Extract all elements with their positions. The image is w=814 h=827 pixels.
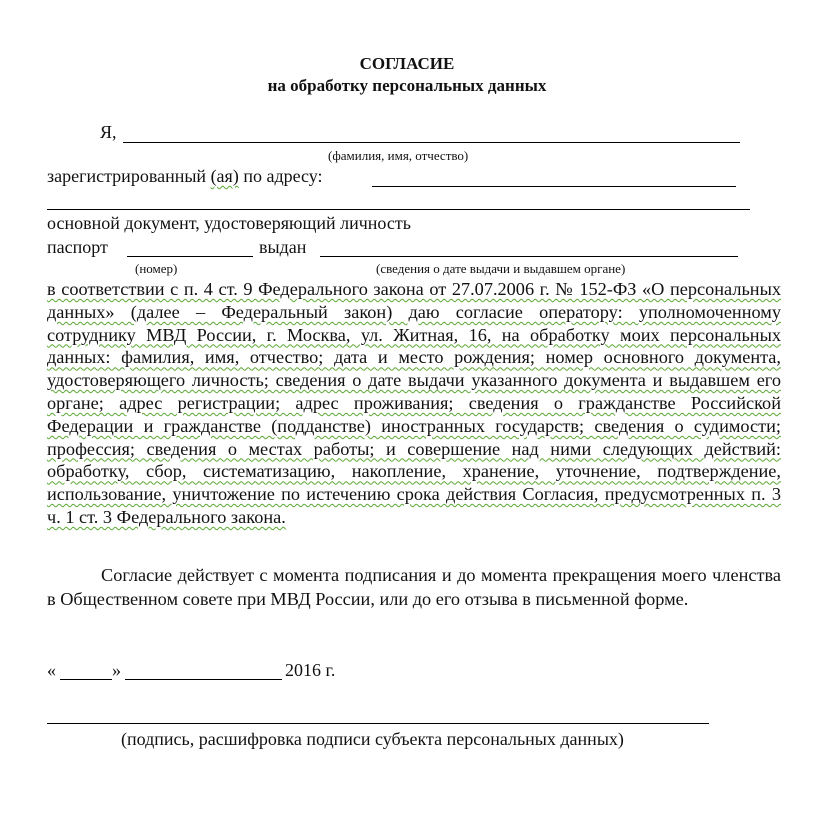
registered-aya: (ая) bbox=[210, 166, 239, 186]
registered-suffix: по адресу: bbox=[238, 166, 323, 186]
issued-label: выдан bbox=[259, 237, 307, 257]
number-caption: (номер) bbox=[135, 261, 178, 276]
signature-caption: (подпись, расшифровка подписи субъекта персональных данных) bbox=[121, 729, 624, 749]
consent-body-text: в соответствии с п. 4 ст. 9 Федерального закона от 27.07.2006 г. № 152-ФЗ «О персональных данных» (далее – Федеральный закон) даю согласие оператору: уполномоченному сотруднику МВД России, г. Москва, ул. Житная, 16, на обработку моих персональных данных: фамилия, имя, отчество; дата и место рождения; номер основного документа, удостоверяющего личность; сведения о дате выдачи указанного документа и выдавшем его органе; адрес регистрации; адрес проживания; сведения о гражданстве Российской Федерации и гражданстве (подданстве) иностранных государств; сведения о судимости; профессия; сведения о местах работы; и совершение над ними следующих действий: обработку, сбор, систематизацию, накопление, хранение, уточнение, подтверждение, использование, уничтожение по истечению срока действия Согласия, предусмотренных п. 3 ч. 1 ст. 3 Федерального закона. bbox=[47, 279, 781, 527]
address-input-line[interactable] bbox=[372, 186, 736, 187]
date-year: 2016 г. bbox=[285, 660, 336, 680]
consent-body-paragraph bbox=[47, 278, 781, 529]
date-month-line[interactable] bbox=[125, 679, 282, 680]
date-open-quote: « bbox=[47, 660, 56, 680]
address-input-line-2[interactable] bbox=[47, 209, 750, 210]
date-close-quote: » bbox=[112, 660, 121, 680]
fio-input-line[interactable] bbox=[123, 142, 740, 143]
main-doc-label: основной документ, удостоверяющий личность bbox=[47, 213, 411, 233]
fio-caption: (фамилия, имя, отчество) bbox=[328, 148, 469, 163]
signature-line[interactable] bbox=[47, 723, 709, 724]
document-subtitle: на обработку персональных данных bbox=[267, 76, 547, 95]
validity-paragraph: Согласие действует с момента подписания и до момента прекращения моего членства в Общественном совете при МВД России, или до его отзыва в письменной форме. bbox=[47, 565, 781, 609]
passport-label: паспорт bbox=[47, 237, 108, 257]
registered-label bbox=[47, 166, 323, 187]
issued-caption: (сведения о дате выдачи и выдавшем органе) bbox=[376, 261, 626, 276]
registered-prefix: зарегистрированный bbox=[47, 166, 211, 186]
document-title: СОГЛАСИЕ bbox=[359, 54, 455, 73]
i-label: Я, bbox=[100, 122, 117, 142]
passport-number-line[interactable] bbox=[127, 256, 253, 257]
date-day-line[interactable] bbox=[60, 679, 112, 680]
issued-info-line[interactable] bbox=[320, 256, 738, 257]
